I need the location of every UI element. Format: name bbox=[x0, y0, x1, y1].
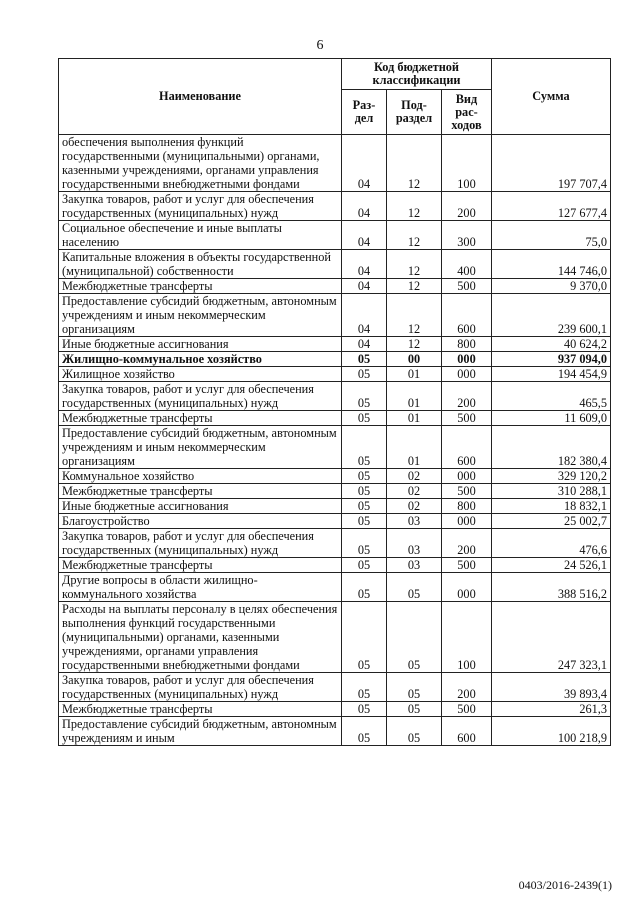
row-name: Межбюджетные трансферты bbox=[59, 558, 342, 573]
row-section: 05 bbox=[342, 382, 387, 411]
row-amount: 388 516,2 bbox=[492, 573, 611, 602]
row-subsection: 05 bbox=[387, 673, 442, 702]
row-amount: 194 454,9 bbox=[492, 367, 611, 382]
row-amount: 197 707,4 bbox=[492, 135, 611, 192]
table-row bbox=[59, 352, 611, 367]
table-row bbox=[59, 558, 611, 573]
row-amount: 239 600,1 bbox=[492, 294, 611, 337]
row-subsection: 01 bbox=[387, 382, 442, 411]
table-row bbox=[59, 673, 611, 702]
row-section: 05 bbox=[342, 673, 387, 702]
row-amount: 465,5 bbox=[492, 382, 611, 411]
row-amount: 18 832,1 bbox=[492, 499, 611, 514]
row-subsection: 01 bbox=[387, 411, 442, 426]
table-row bbox=[59, 469, 611, 484]
row-section: 05 bbox=[342, 411, 387, 426]
row-amount: 39 893,4 bbox=[492, 673, 611, 702]
table-row bbox=[59, 529, 611, 558]
row-expense-type: 500 bbox=[442, 558, 492, 573]
row-section: 05 bbox=[342, 717, 387, 746]
row-name: Иные бюджетные ассигнования bbox=[59, 337, 342, 352]
row-section: 05 bbox=[342, 367, 387, 382]
row-amount: 476,6 bbox=[492, 529, 611, 558]
row-subsection: 01 bbox=[387, 367, 442, 382]
row-name: Закупка товаров, работ и услуг для обеспечения государственных (муниципальных) нужд bbox=[59, 673, 342, 702]
row-amount: 25 002,7 bbox=[492, 514, 611, 529]
row-name: Межбюджетные трансферты bbox=[59, 702, 342, 717]
row-subsection: 05 bbox=[387, 573, 442, 602]
table-row bbox=[59, 602, 611, 673]
row-expense-type: 800 bbox=[442, 499, 492, 514]
row-name: Закупка товаров, работ и услуг для обеспечения государственных (муниципальных) нужд bbox=[59, 382, 342, 411]
row-subsection: 03 bbox=[387, 529, 442, 558]
table-row bbox=[59, 573, 611, 602]
table-row bbox=[59, 702, 611, 717]
row-name: Расходы на выплаты персоналу в целях обеспечения выполнения функций государственными (муниципальными) органами, казенными учреждениями, органами управления государственными внебюджетными фондами bbox=[59, 602, 342, 673]
row-name: Закупка товаров, работ и услуг для обеспечения государственных (муниципальных) нужд bbox=[59, 192, 342, 221]
row-section: 04 bbox=[342, 294, 387, 337]
row-name: Жилищное хозяйство bbox=[59, 367, 342, 382]
row-section: 05 bbox=[342, 602, 387, 673]
row-section: 05 bbox=[342, 529, 387, 558]
row-expense-type: 200 bbox=[442, 529, 492, 558]
table-row bbox=[59, 135, 611, 192]
row-section: 05 bbox=[342, 558, 387, 573]
row-expense-type: 000 bbox=[442, 352, 492, 367]
row-expense-type: 100 bbox=[442, 135, 492, 192]
row-amount: 40 624,2 bbox=[492, 337, 611, 352]
table-row bbox=[59, 192, 611, 221]
table-row bbox=[59, 514, 611, 529]
row-amount: 127 677,4 bbox=[492, 192, 611, 221]
table-row bbox=[59, 411, 611, 426]
row-section: 04 bbox=[342, 250, 387, 279]
row-expense-type: 200 bbox=[442, 673, 492, 702]
row-amount: 310 288,1 bbox=[492, 484, 611, 499]
row-subsection: 12 bbox=[387, 337, 442, 352]
header-section: Раз- дел bbox=[342, 90, 387, 135]
row-section: 05 bbox=[342, 469, 387, 484]
row-expense-type: 300 bbox=[442, 221, 492, 250]
header-code-group: Код бюджетной классификации bbox=[342, 59, 492, 90]
table-row bbox=[59, 717, 611, 746]
row-name: Межбюджетные трансферты bbox=[59, 411, 342, 426]
table-row bbox=[59, 279, 611, 294]
row-amount: 144 746,0 bbox=[492, 250, 611, 279]
table-row bbox=[59, 499, 611, 514]
table-row bbox=[59, 367, 611, 382]
row-subsection: 05 bbox=[387, 602, 442, 673]
row-expense-type: 100 bbox=[442, 602, 492, 673]
row-amount: 11 609,0 bbox=[492, 411, 611, 426]
row-amount: 75,0 bbox=[492, 221, 611, 250]
row-name: Благоустройство bbox=[59, 514, 342, 529]
row-expense-type: 200 bbox=[442, 192, 492, 221]
table-row bbox=[59, 484, 611, 499]
row-subsection: 02 bbox=[387, 484, 442, 499]
row-expense-type: 500 bbox=[442, 702, 492, 717]
row-subsection: 12 bbox=[387, 221, 442, 250]
row-section: 05 bbox=[342, 499, 387, 514]
row-section: 04 bbox=[342, 192, 387, 221]
row-name: Предоставление субсидий бюджетным, автономным учреждениям и иным некоммерческим организациям bbox=[59, 294, 342, 337]
row-amount: 182 380,4 bbox=[492, 426, 611, 469]
row-subsection: 12 bbox=[387, 294, 442, 337]
row-section: 04 bbox=[342, 337, 387, 352]
row-expense-type: 400 bbox=[442, 250, 492, 279]
row-name: обеспечения выполнения функций государственными (муниципальными) органами, казенными учреждениями, органами управления государственными внебюджетными фондами bbox=[59, 135, 342, 192]
row-section: 05 bbox=[342, 426, 387, 469]
row-subsection: 03 bbox=[387, 558, 442, 573]
row-expense-type: 500 bbox=[442, 411, 492, 426]
row-name: Закупка товаров, работ и услуг для обеспечения государственных (муниципальных) нужд bbox=[59, 529, 342, 558]
table-row bbox=[59, 337, 611, 352]
row-expense-type: 000 bbox=[442, 469, 492, 484]
row-section: 04 bbox=[342, 135, 387, 192]
row-expense-type: 000 bbox=[442, 514, 492, 529]
row-name: Межбюджетные трансферты bbox=[59, 484, 342, 499]
row-name: Иные бюджетные ассигнования bbox=[59, 499, 342, 514]
row-name: Другие вопросы в области жилищно-коммунального хозяйства bbox=[59, 573, 342, 602]
row-subsection: 02 bbox=[387, 499, 442, 514]
header-expense-type: Вид рас- ходов bbox=[442, 90, 492, 135]
table-row bbox=[59, 221, 611, 250]
row-subsection: 12 bbox=[387, 135, 442, 192]
row-subsection: 00 bbox=[387, 352, 442, 367]
table-row bbox=[59, 250, 611, 279]
page-number: 6 bbox=[316, 38, 324, 53]
table-row bbox=[59, 382, 611, 411]
row-subsection: 05 bbox=[387, 702, 442, 717]
row-amount: 9 370,0 bbox=[492, 279, 611, 294]
row-name: Предоставление субсидий бюджетным, автономным учреждениям и иным некоммерческим организациям bbox=[59, 426, 342, 469]
row-expense-type: 000 bbox=[442, 573, 492, 602]
header-amount: Сумма bbox=[492, 59, 611, 135]
row-expense-type: 500 bbox=[442, 484, 492, 499]
budget-table bbox=[58, 58, 611, 746]
header-name: Наименование bbox=[59, 59, 342, 135]
table-row bbox=[59, 426, 611, 469]
row-amount: 24 526,1 bbox=[492, 558, 611, 573]
row-section: 04 bbox=[342, 279, 387, 294]
table-row bbox=[59, 294, 611, 337]
row-amount: 937 094,0 bbox=[492, 352, 611, 367]
row-name: Жилищно-коммунальное хозяйство bbox=[59, 352, 342, 367]
row-expense-type: 200 bbox=[442, 382, 492, 411]
row-amount: 100 218,9 bbox=[492, 717, 611, 746]
document-code: 0403/2016-2439(1) bbox=[518, 878, 612, 892]
row-section: 04 bbox=[342, 221, 387, 250]
table-body bbox=[59, 135, 611, 746]
row-name: Капитальные вложения в объекты государственной (муниципальной) собственности bbox=[59, 250, 342, 279]
row-section: 05 bbox=[342, 573, 387, 602]
row-section: 05 bbox=[342, 514, 387, 529]
row-section: 05 bbox=[342, 702, 387, 717]
row-subsection: 12 bbox=[387, 192, 442, 221]
row-subsection: 12 bbox=[387, 250, 442, 279]
row-expense-type: 600 bbox=[442, 426, 492, 469]
row-name: Межбюджетные трансферты bbox=[59, 279, 342, 294]
row-subsection: 05 bbox=[387, 717, 442, 746]
row-name: Социальное обеспечение и иные выплаты населению bbox=[59, 221, 342, 250]
row-subsection: 03 bbox=[387, 514, 442, 529]
row-expense-type: 000 bbox=[442, 367, 492, 382]
row-expense-type: 800 bbox=[442, 337, 492, 352]
header-subsection: Под- раздел bbox=[387, 90, 442, 135]
row-section: 05 bbox=[342, 352, 387, 367]
row-amount: 261,3 bbox=[492, 702, 611, 717]
row-subsection: 12 bbox=[387, 279, 442, 294]
row-subsection: 02 bbox=[387, 469, 442, 484]
row-expense-type: 600 bbox=[442, 294, 492, 337]
row-expense-type: 600 bbox=[442, 717, 492, 746]
row-expense-type: 500 bbox=[442, 279, 492, 294]
row-amount: 329 120,2 bbox=[492, 469, 611, 484]
row-amount: 247 323,1 bbox=[492, 602, 611, 673]
row-name: Коммунальное хозяйство bbox=[59, 469, 342, 484]
row-section: 05 bbox=[342, 484, 387, 499]
row-subsection: 01 bbox=[387, 426, 442, 469]
row-name: Предоставление субсидий бюджетным, автономным учреждениям и иным bbox=[59, 717, 342, 746]
